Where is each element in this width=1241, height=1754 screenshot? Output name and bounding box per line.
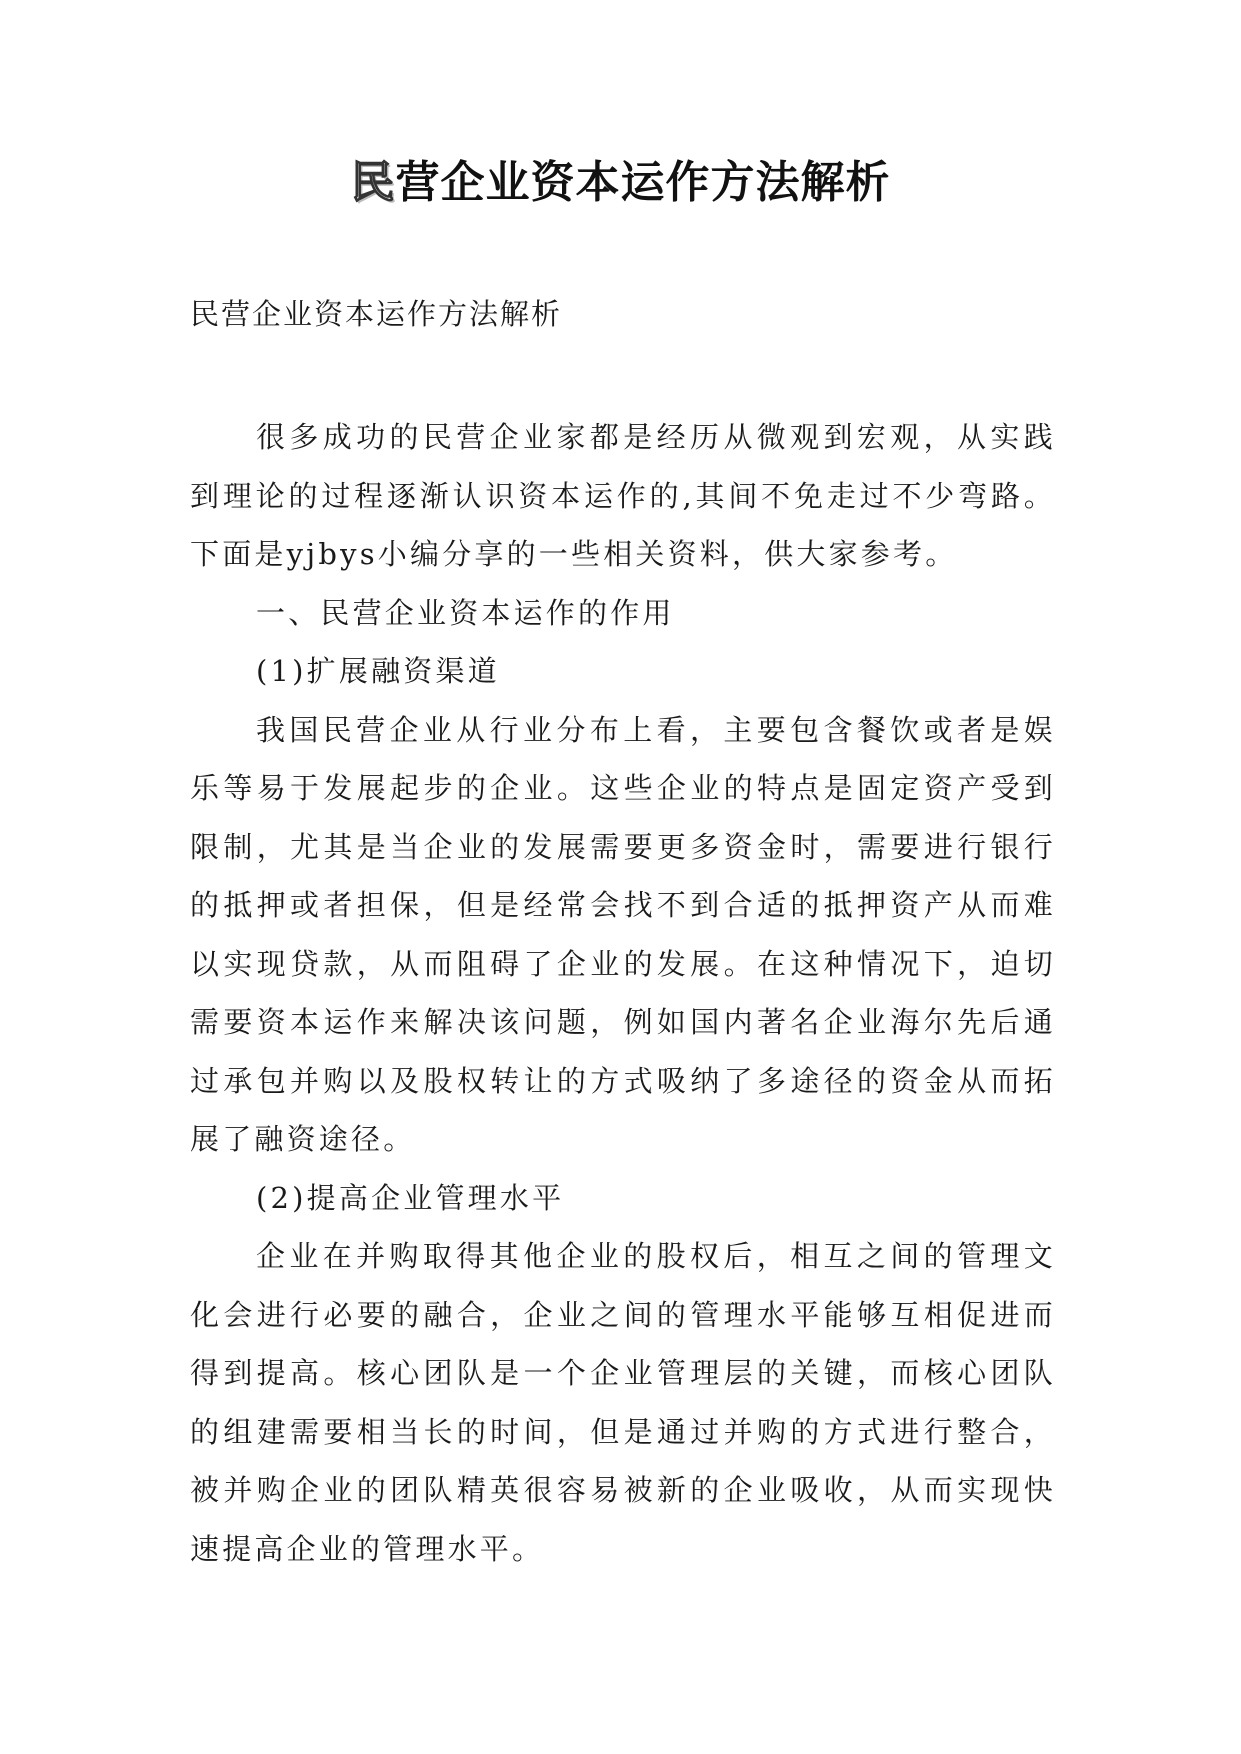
intro-paragraph: 很多成功的民营企业家都是经历从微观到宏观，从实践到理论的过程逐渐认识资本运作的,其间不免走过不少弯路。下面是yjbys小编分享的一些相关资料，供大家参考。 — [190, 420, 1056, 571]
document-subtitle: 民营企业资本运作方法解析 — [190, 297, 563, 331]
management-paragraph: 企业在并购取得其他企业的股权后，相互之间的管理文化会进行必要的融合，企业之间的管理水平能够互相促进而得到提高。核心团队是一个企业管理层的关键，而核心团队的组建需要相当长的时间，但是通过并购的方式进行整合，被并购企业的团队精英很容易被新的企业吸收，从而实现快速提高企业的管理水平。 — [190, 1239, 1056, 1566]
document-title — [0, 155, 1241, 211]
subheading-management: (2)提高企业管理水平 — [256, 1180, 565, 1215]
section-heading: 一、民营企业资本运作的作用 — [256, 595, 675, 630]
title-rest: 营企业资本运作方法解析 — [395, 157, 891, 208]
subheading-financing: (1)扩展融资渠道 — [256, 654, 500, 688]
document-body — [190, 408, 1056, 1578]
financing-paragraph: 我国民营企业从行业分布上看，主要包含餐饮或者是娱乐等易于发展起步的企业。这些企业的特点是固定资产受到限制，尤其是当企业的发展需要更多资金时，需要进行银行的抵押或者担保，但是经常会找不到合适的抵押资产从而难以实现贷款，从而阻碍了企业的发展。在这种情况下，迫切需要资本运作来解决该问题，例如国内著名企业海尔先后通过承包并购以及股权转让的方式吸纳了多途径的资金从而拓展了融资途径。 — [190, 712, 1056, 1156]
title-first-char: 民 — [350, 157, 396, 208]
